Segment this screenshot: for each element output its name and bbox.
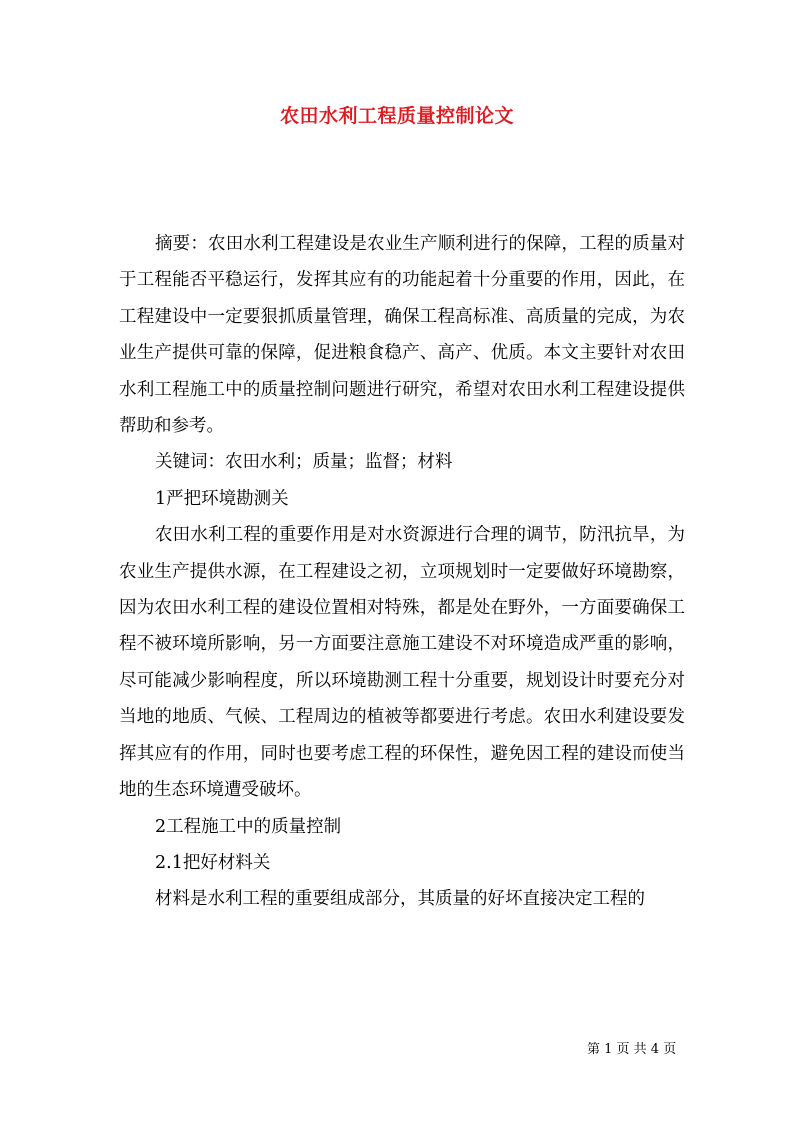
keywords-paragraph: 关键词：农田水利；质量；监督；材料 [155,452,453,473]
document-title: 农田水利工程质量控制论文 [279,105,514,127]
subsection-2-1-paragraph: 材料是水利工程的重要组成部分，其质量的好坏直接决定工程的 [155,889,645,910]
section-heading-2: 2工程施工中的质量控制 [155,816,342,837]
document-body [119,226,685,918]
page-footer: 第 1 页 共 4 页 [587,1042,677,1057]
section-heading-1: 1严把环境勘测关 [155,488,289,509]
section-1-paragraph: 农田水利工程的重要作用是对水资源进行合理的调节，防汛抗旱，为农业生产提供水源，在工程建设之初，立项规划时一定要做好环境勘察，因为农田水利工程的建设位置相对特殊，都是处在野外，一方面要确保工程不被环境所影响，另一方面要注意施工建设不对环境造成严重的影响，尽可能减少影响程度，所以环境勘测工程十分重要，规划设计时要充分对当地的地质、气候、工程周边的植被等都要进行考虑。农田水利建设要发挥其应有的作用，同时也要考虑工程的环保性，避免因工程的建设而使当地的生态环境遭受破坏。 [119,525,685,801]
abstract-paragraph: 摘要：农田水利工程建设是农业生产顺利进行的保障，工程的质量对于工程能否平稳运行，发挥其应有的功能起着十分重要的作用，因此，在工程建设中一定要狠抓质量管理，确保工程高标准、高质量的完成，为农业生产提供可靠的保障，促进粮食稳产、高产、优质。本文主要针对农田水利工程施工中的质量控制问题进行研究，希望对农田水利工程建设提供帮助和参考。 [119,234,685,437]
subsection-heading-2-1: 2.1把好材料关 [155,852,271,873]
